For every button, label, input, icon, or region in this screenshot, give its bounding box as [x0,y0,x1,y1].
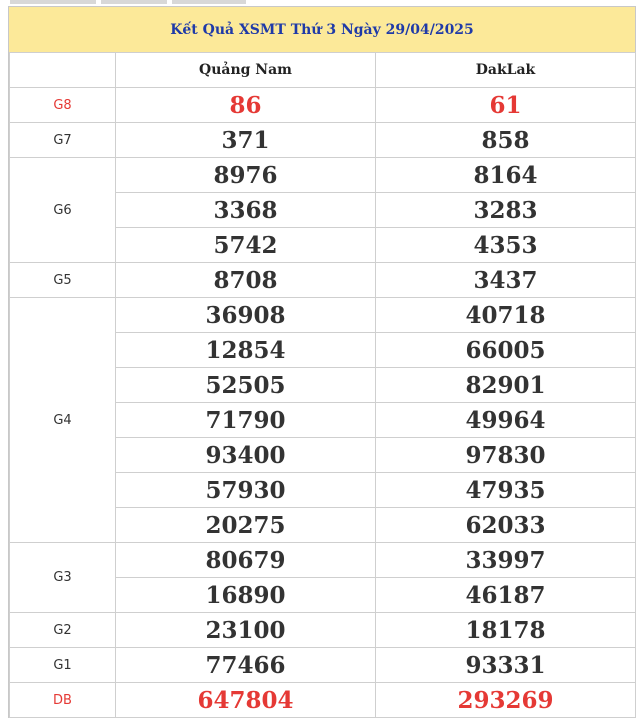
prize-row [10,263,636,298]
prize-number: 62033 [376,508,636,543]
prize-number: 52505 [116,368,376,403]
prize-row [10,298,636,333]
prize-label: G8 [10,88,116,123]
prize-row [10,158,636,193]
province-header: DakLak [376,53,636,88]
prize-number: 8976 [116,158,376,193]
prize-number: 47935 [376,473,636,508]
prize-label: DB [10,683,116,718]
prize-number: 8708 [116,263,376,298]
prize-number: 20275 [116,508,376,543]
prize-number: 16890 [116,578,376,613]
prize-label: G4 [10,298,116,543]
prize-row [10,543,636,578]
prize-label: G6 [10,158,116,263]
results-table [9,52,636,718]
prize-number: 3437 [376,263,636,298]
prize-label: G1 [10,648,116,683]
prize-number: 371 [116,123,376,158]
prize-number: 49964 [376,403,636,438]
prize-label: G5 [10,263,116,298]
prize-number: 12854 [116,333,376,368]
province-header: Quảng Nam [116,53,376,88]
prize-number: 66005 [376,333,636,368]
results-title: Kết Quả XSMT Thứ 3 Ngày 29/04/2025 [9,7,635,52]
prize-number: 18178 [376,613,636,648]
tab-2[interactable] [101,0,167,4]
prize-number: 80679 [116,543,376,578]
prize-row [10,683,636,718]
prize-column-header [10,53,116,88]
prize-number: 8164 [376,158,636,193]
prize-number: 77466 [116,648,376,683]
prize-number: 4353 [376,228,636,263]
prize-number: 57930 [116,473,376,508]
prize-number: 647804 [116,683,376,718]
prize-number: 46187 [376,578,636,613]
tab-3[interactable] [172,0,246,4]
prize-number: 93400 [116,438,376,473]
prize-number: 40718 [376,298,636,333]
prize-number: 23100 [116,613,376,648]
prize-number: 36908 [116,298,376,333]
prize-number: 33997 [376,543,636,578]
prize-number: 82901 [376,368,636,403]
prize-row [10,613,636,648]
prize-number: 93331 [376,648,636,683]
prize-row [10,88,636,123]
prize-number: 61 [376,88,636,123]
prize-number: 86 [116,88,376,123]
header-row [10,53,636,88]
prize-number: 71790 [116,403,376,438]
prize-number: 293269 [376,683,636,718]
prize-label: G3 [10,543,116,613]
prize-number: 97830 [376,438,636,473]
prize-label: G2 [10,613,116,648]
prize-number: 3283 [376,193,636,228]
prize-label: G7 [10,123,116,158]
prize-number: 3368 [116,193,376,228]
results-panel [8,6,636,718]
tab-1[interactable] [10,0,96,4]
prize-row [10,648,636,683]
results-body [10,88,636,718]
prize-number: 858 [376,123,636,158]
prize-number: 5742 [116,228,376,263]
prize-row [10,123,636,158]
